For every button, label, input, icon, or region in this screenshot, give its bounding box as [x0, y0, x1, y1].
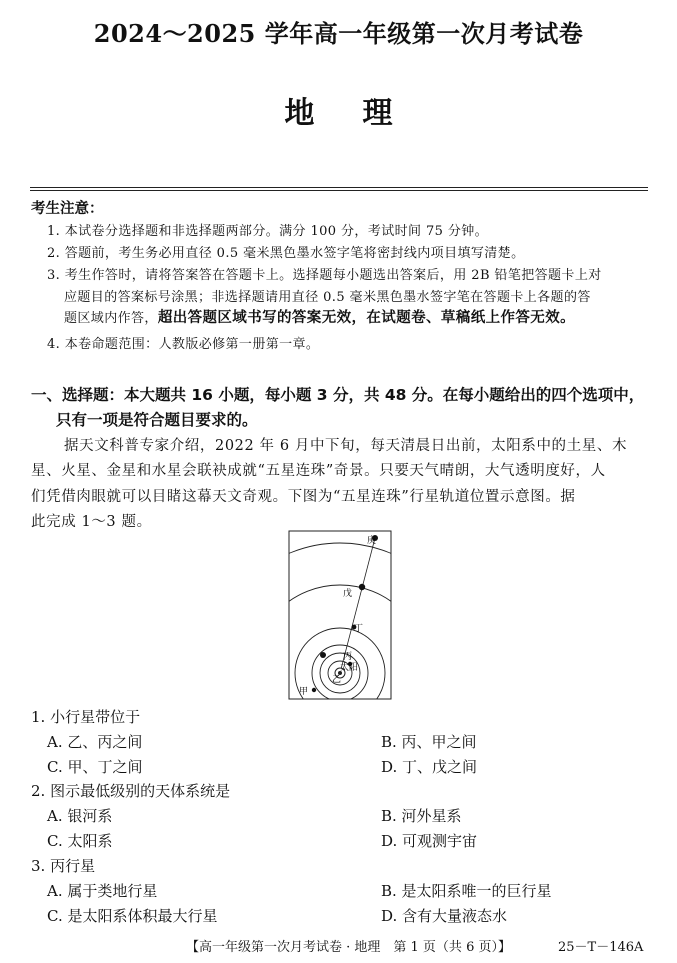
- question-3-option-b: B. 是太阳系唯一的巨行星: [381, 882, 552, 900]
- notice-warning: 超出答题区域书写的答案无效，在试题卷、草稿纸上作答无效。: [157, 310, 576, 326]
- label-sun: 太阳: [340, 663, 359, 673]
- passage-line-3: 们凭借肉眼就可以目睹这幕天文奇观。下图为“五星连珠”行星轨道位置示意图。据: [31, 489, 576, 505]
- label-bing: 丙: [343, 652, 353, 662]
- passage-line-1: 据天文科普专家介绍，2022 年 6 月中下旬，每天清晨日出前，太阳系中的土星、木: [64, 438, 628, 454]
- notice-item-4: 4. 本卷命题范围：人教版必修第一册第一章。: [47, 337, 320, 352]
- notice-heading: 考生注意：: [31, 201, 104, 217]
- subject-title: 地理: [284, 96, 441, 131]
- header-rule-bottom: [30, 190, 648, 191]
- planet-wu: [359, 584, 365, 590]
- question-2-stem: 2. 图示最低级别的天体系统是: [31, 782, 231, 800]
- passage-line-4: 此完成 1～3 题。: [31, 514, 152, 530]
- question-1-option-a: A. 乙、丙之间: [47, 733, 143, 751]
- label-ding: 丁: [354, 624, 364, 634]
- label-geng: 庚: [367, 536, 377, 546]
- question-2-option-a: A. 银河系: [47, 807, 113, 825]
- question-3-stem: 3. 丙行星: [31, 857, 96, 875]
- question-3-option-c: C. 是太阳系体积最大行星: [47, 907, 218, 925]
- planet-orbit-diagram: [288, 530, 392, 700]
- label-wu: 戊: [343, 589, 353, 599]
- question-1-option-b: B. 丙、甲之间: [381, 733, 477, 751]
- notice-item-1: 1. 本试卷分选择题和非选择题两部分。满分 100 分，考试时间 75 分钟。: [47, 224, 489, 239]
- exam-title: 2024～2025 学年高一年级第一次月考试卷: [93, 19, 584, 48]
- question-2-option-c: C. 太阳系: [47, 832, 113, 850]
- label-yi: 乙: [332, 675, 342, 685]
- planet-jia: [312, 688, 316, 692]
- notice-item-3-tail: 题区域内作答，: [64, 311, 158, 326]
- question-1-stem: 1. 小行星带位于: [31, 708, 141, 726]
- question-2-option-d: D. 可观测宇宙: [381, 832, 478, 850]
- question-3-option-a: A. 属于类地行星: [47, 882, 158, 900]
- notice-item-3: 3. 考生作答时，请将答案答在答题卡上。选择题每小题选出答案后，用 2B 铅笔把答题卡上对: [47, 268, 602, 283]
- question-1-option-d: D. 丁、戊之间: [381, 758, 478, 776]
- section-heading-line1: 一、选择题：本大题共 16 小题，每小题 3 分，共 48 分。在每小题给出的四个选项中，: [31, 386, 645, 404]
- question-3-option-d: D. 含有大量液态水: [381, 907, 508, 925]
- header-rule-top: [30, 187, 648, 188]
- exam-code: 25－T－146A: [558, 940, 644, 955]
- planet-bing: [320, 652, 326, 658]
- notice-item-2: 2. 答题前，考生务必用直径 0.5 毫米黑色墨水签字笔将密封线内项目填写清楚。: [47, 246, 525, 261]
- notice-item-3-cont2: [64, 306, 575, 327]
- question-2-option-b: B. 河外星系: [381, 807, 462, 825]
- page-footer: 【高一年级第一次月考试卷 · 地理 第 1 页（共 6 页）】: [186, 940, 511, 955]
- section-heading-line2: 只有一项是符合题目要求的。: [56, 411, 258, 429]
- label-jia: 甲: [299, 687, 309, 697]
- question-1-option-c: C. 甲、丁之间: [47, 758, 143, 776]
- passage-line-2: 星、火星、金星和水星会联袂成就“五星连珠”奇景。只要天气晴朗，大气透明度好，人: [31, 463, 606, 479]
- notice-item-3-cont: 应题目的答案标号涂黑；非选择题请用直径 0.5 毫米黑色墨水签字笔在答题卡上各题的答: [64, 290, 591, 305]
